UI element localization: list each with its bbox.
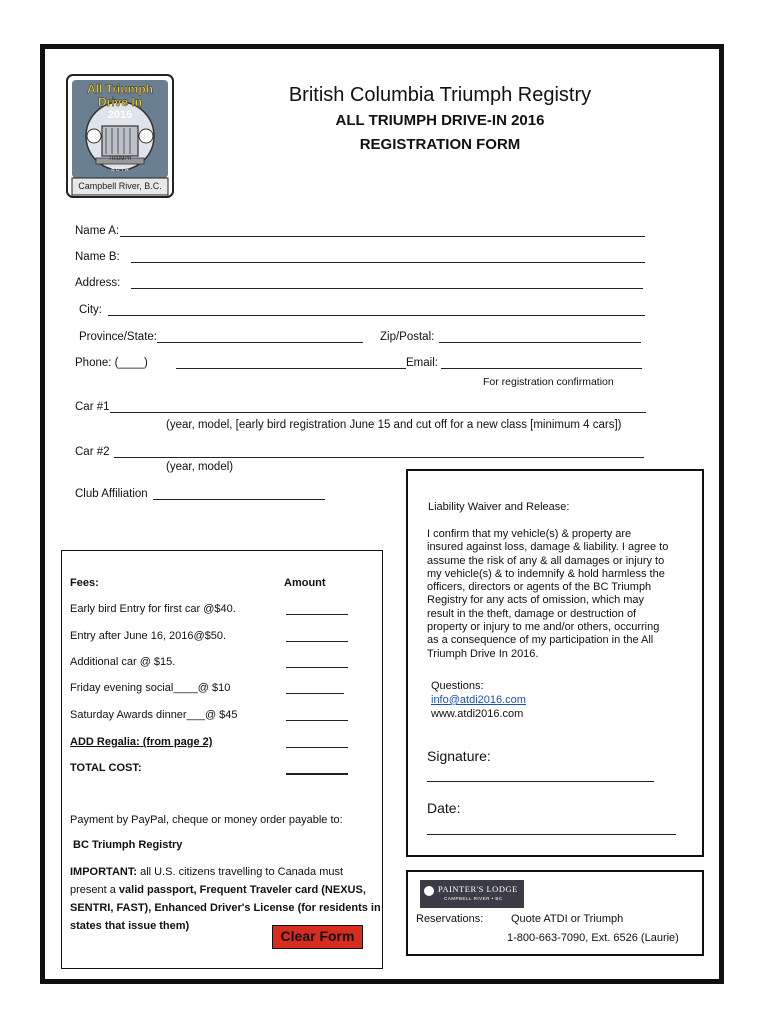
waiver-heading: Liability Waiver and Release:	[428, 501, 570, 513]
date-label: Date:	[427, 800, 461, 816]
website-text: www.atdi2016.com	[431, 708, 524, 720]
logo-location: Campbell River, B.C.	[78, 181, 162, 191]
club-field[interactable]	[153, 499, 325, 500]
name-a-field[interactable]	[120, 236, 645, 237]
important-line4: states that issue them)	[70, 920, 190, 932]
province-field[interactable]	[157, 342, 363, 343]
city-label: City:	[79, 304, 102, 316]
lodge-logo-sub: CAMPBELL RIVER • BC	[444, 896, 503, 901]
fee-early-bird-amount[interactable]	[286, 614, 348, 615]
name-a-label: Name A:	[75, 225, 120, 237]
car1-field[interactable]	[110, 412, 646, 413]
province-label: Province/State:	[79, 331, 157, 343]
fees-heading: Fees:	[70, 577, 99, 589]
club-label: Club Affiliation	[75, 488, 148, 500]
fee-awards-dinner: Saturday Awards dinner___@ $45	[70, 709, 238, 721]
address-label: Address:	[75, 277, 121, 289]
fee-additional-car-amount[interactable]	[286, 667, 348, 668]
important-line3: SENTRI, FAST), Enhanced Driver's License (for residents in	[70, 902, 381, 914]
form-title: REGISTRATION FORM	[359, 136, 521, 153]
logo-club: B C T R	[111, 167, 129, 173]
zip-field[interactable]	[439, 342, 641, 343]
page-title: British Columbia Triumph Registry	[288, 84, 592, 106]
email-field[interactable]	[441, 368, 642, 369]
car2-field[interactable]	[114, 457, 644, 458]
fee-friday-social: Friday evening social____@ $10	[70, 682, 231, 694]
questions-label: Questions:	[431, 680, 484, 692]
lodge-emblem-icon	[424, 886, 434, 896]
fee-friday-social-amount[interactable]	[286, 693, 344, 694]
email-label: Email:	[406, 357, 438, 369]
car2-label: Car #2	[75, 446, 110, 458]
fee-additional-car: Additional car @ $15.	[70, 656, 176, 668]
name-b-field[interactable]	[131, 262, 645, 263]
contact-email-link[interactable]: info@atdi2016.com	[431, 694, 526, 706]
city-field[interactable]	[108, 315, 645, 316]
important-line1: IMPORTANT: all U.S. citizens travelling to Canada must	[70, 866, 344, 878]
reservations-phone: 1-800-663-7090, Ext. 6526 (Laurie)	[507, 932, 679, 944]
waiver-text: I confirm that my vehicle(s) & property are insured against loss, damage & liability. I agree to assume the risk of any & all damages or injury to my vehicle(s) & to indemnify & hold harmless the officers, directors or agents of the BC Triumph Registry for any acts of omission, which may result in the theft, damage or destruction of property or injury to me and/or others, occurring as a consequence of my participation in the All Triumph Drive In 2016.	[427, 528, 669, 660]
painters-lodge-logo	[420, 880, 524, 908]
total-cost-amount[interactable]	[286, 773, 348, 775]
amount-heading: Amount	[284, 577, 326, 589]
logo-line1: All Triumph	[87, 82, 153, 96]
fee-late-entry-amount[interactable]	[286, 641, 348, 642]
fee-regalia: ADD Regalia: (from page 2)	[70, 736, 213, 748]
date-field[interactable]	[427, 834, 676, 835]
logo-badge: TRIUMPH	[108, 156, 132, 162]
signature-label: Signature:	[427, 748, 491, 764]
clear-form-button[interactable]: Clear Form	[272, 925, 363, 949]
logo-line2: Drive In	[97, 95, 142, 109]
fee-late-entry: Entry after June 16, 2016@$50.	[70, 630, 227, 642]
logo-year: 2016	[107, 109, 133, 121]
fee-early-bird: Early bird Entry for first car @$40.	[70, 603, 236, 615]
email-note: For registration confirmation	[483, 376, 614, 388]
phone-label: Phone: (____)	[75, 357, 148, 369]
payee: BC Triumph Registry	[73, 839, 183, 851]
event-logo	[66, 74, 174, 198]
car1-note: (year, model, [early bird registration June 15 and cut off for a new class [minimum 4 cars])	[166, 419, 622, 431]
name-b-label: Name B:	[75, 251, 120, 263]
important-label: IMPORTANT:	[70, 866, 138, 878]
car1-label: Car #1	[75, 401, 110, 413]
address-field[interactable]	[131, 288, 643, 289]
important-line2: present a valid passport, Frequent Traveler card (NEXUS,	[70, 884, 366, 896]
car2-note: (year, model)	[166, 461, 234, 473]
total-cost-label: TOTAL COST:	[70, 762, 142, 774]
phone-field[interactable]	[176, 368, 406, 369]
reservations-quote: Quote ATDI or Triumph	[511, 913, 624, 925]
zip-label: Zip/Postal:	[380, 331, 435, 343]
signature-field[interactable]	[427, 781, 654, 782]
payment-note: Payment by PayPal, cheque or money order payable to:	[70, 814, 343, 826]
event-title: ALL TRIUMPH DRIVE-IN 2016	[335, 112, 545, 129]
reservations-label: Reservations:	[416, 913, 484, 925]
fee-regalia-amount[interactable]	[286, 747, 348, 748]
lodge-logo-name: PAINTER'S LODGE	[438, 884, 518, 894]
fee-awards-dinner-amount[interactable]	[286, 720, 348, 721]
